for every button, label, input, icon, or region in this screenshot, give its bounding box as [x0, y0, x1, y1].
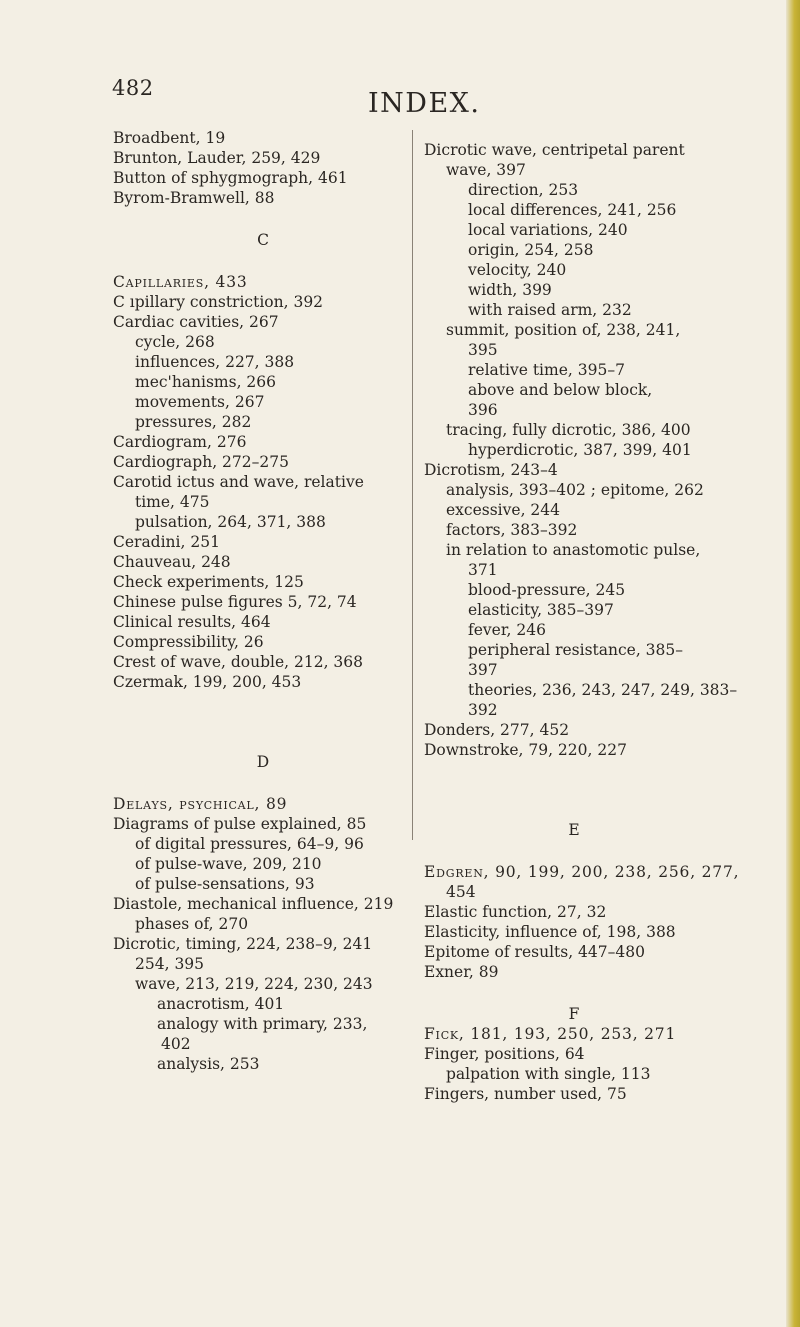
index-entry: Downstroke, 79, 220, 227: [424, 741, 627, 759]
index-entry: cycle, 268: [135, 333, 215, 351]
index-entry: of pulse-wave, 209, 210: [135, 855, 322, 873]
index-entry: Fick, 181, 193, 250, 253, 271: [424, 1025, 677, 1043]
index-entry: Cardiograph, 272–275: [113, 453, 289, 471]
index-entry: theories, 236, 243, 247, 249, 383–: [468, 681, 738, 699]
index-entry: 395: [468, 341, 498, 359]
index-group-dicrotic: [424, 140, 738, 760]
index-group-d: [113, 794, 413, 1074]
index-entry: 454: [446, 883, 476, 901]
section-letter-c: C: [257, 231, 269, 249]
index-entry: Clinical results, 464: [113, 613, 271, 631]
index-entry: Fingers, number used, 75: [424, 1085, 627, 1103]
index-entry: 371: [468, 561, 498, 579]
index-entry: Ceradini, 251: [113, 533, 220, 551]
index-entry: time, 475: [135, 493, 210, 511]
index-entry: factors, 383–392: [446, 521, 578, 539]
index-entry: origin, 254, 258: [468, 241, 594, 259]
index-entry: Check experiments, 125: [113, 573, 304, 591]
index-entry: in relation to anastomotic pulse,: [446, 541, 701, 559]
index-entry: Chauveau, 248: [113, 553, 231, 571]
index-entry: summit, position of, 238, 241,: [446, 321, 681, 339]
index-entry: influences, 227, 388: [135, 353, 295, 371]
page-edge: [786, 0, 800, 1327]
index-entry: Crest of wave, double, 212, 368: [113, 653, 364, 671]
page-number: 482: [112, 76, 154, 100]
index-entry: Compressibility, 26: [113, 633, 264, 651]
index-entry: Cardiogram, 276: [113, 433, 247, 451]
index-group-e: [424, 862, 740, 982]
index-entry: analogy with primary, 233,: [157, 1015, 368, 1033]
index-entry: of digital pressures, 64–9, 96: [135, 835, 364, 853]
running-head: INDEX.: [368, 88, 481, 119]
index-entry: 402: [161, 1035, 191, 1053]
index-entry: wave, 397: [446, 161, 526, 179]
index-entry: Button of sphygmograph, 461: [113, 169, 348, 187]
index-entry: Byrom-Bramwell, 88: [113, 189, 275, 207]
index-entry: analysis, 393–402 ; epitome, 262: [446, 481, 704, 499]
index-entry: peripheral resistance, 385–: [468, 641, 684, 659]
index-entry: direction, 253: [468, 181, 579, 199]
index-entry: Diagrams of pulse explained, 85: [113, 815, 367, 833]
index-entry: Epitome of results, 447–480: [424, 943, 645, 961]
index-entry: Chinese pulse figures 5, 72, 74: [113, 593, 357, 611]
right-column: [424, 140, 740, 1104]
index-entry: Dicrotism, 243–4: [424, 461, 558, 479]
index-entry: Dicrotic, timing, 224, 238–9, 241: [113, 935, 373, 953]
index-entry: movements, 267: [135, 393, 265, 411]
index-entry: phases of, 270: [135, 915, 249, 933]
index-entry: velocity, 240: [468, 261, 567, 279]
index-entry: pressures, 282: [135, 413, 252, 431]
index-entry: Edgren, 90, 199, 200, 238, 256, 277,: [424, 863, 740, 881]
index-entry: 396: [468, 401, 498, 419]
index-entry: Broadbent, 19: [113, 129, 226, 147]
index-group-c: [113, 272, 413, 692]
index-entry: Brunton, Lauder, 259, 429: [113, 149, 321, 167]
index-entry: wave, 213, 219, 224, 230, 243: [135, 975, 373, 993]
section-letter-f: F: [568, 1005, 580, 1023]
index-entry: width, 399: [468, 281, 552, 299]
index-group-b: [113, 128, 413, 208]
index-entry: 397: [468, 661, 498, 679]
index-entry: fever, 246: [468, 621, 546, 639]
index-entry: local variations, 240: [468, 221, 628, 239]
index-entry: above and below block,: [468, 381, 653, 399]
index-entry: tracing, fully dicrotic, 386, 400: [446, 421, 691, 439]
index-entry: 254, 395: [135, 955, 205, 973]
index-entry: Carotid ictus and wave, relative: [113, 473, 364, 491]
index-entry: hyperdicrotic, 387, 399, 401: [468, 441, 692, 459]
index-group-f: [424, 1024, 724, 1104]
index-entry: Capillaries, 433: [113, 273, 248, 291]
left-column: [113, 128, 413, 1074]
index-entry: Czermak, 199, 200, 453: [113, 673, 302, 691]
index-entry: blood-pressure, 245: [468, 581, 626, 599]
index-entry: excessive, 244: [446, 501, 561, 519]
section-letter-d: D: [256, 753, 270, 771]
index-entry: mec'hanisms, 266: [135, 373, 277, 391]
index-entry: with raised arm, 232: [468, 301, 632, 319]
index-entry: C ıpillary constriction, 392: [113, 293, 324, 311]
index-entry: 392: [468, 701, 498, 719]
index-entry: Donders, 277, 452: [424, 721, 570, 739]
index-entry: elasticity, 385–397: [468, 601, 614, 619]
index-entry: Cardiac cavities, 267: [113, 313, 279, 331]
index-entry: analysis, 253: [157, 1055, 260, 1073]
index-entry: Delays, psychical, 89: [113, 795, 288, 813]
index-entry: Diastole, mechanical influence, 219: [113, 895, 394, 913]
index-entry: Finger, positions, 64: [424, 1045, 585, 1063]
index-entry: relative time, 395–7: [468, 361, 625, 379]
section-letter-e: E: [568, 821, 580, 839]
index-entry: Exner, 89: [424, 963, 499, 981]
index-entry: anacrotism, 401: [157, 995, 285, 1013]
index-entry: Dicrotic wave, centripetal parent: [424, 141, 685, 159]
index-entry: of pulse-sensations, 93: [135, 875, 315, 893]
index-entry: local differences, 241, 256: [468, 201, 677, 219]
index-entry: Elastic function, 27, 32: [424, 903, 607, 921]
index-entry: Elasticity, influence of, 198, 388: [424, 923, 676, 941]
index-entry: pulsation, 264, 371, 388: [135, 513, 326, 531]
index-entry: palpation with single, 113: [446, 1065, 651, 1083]
